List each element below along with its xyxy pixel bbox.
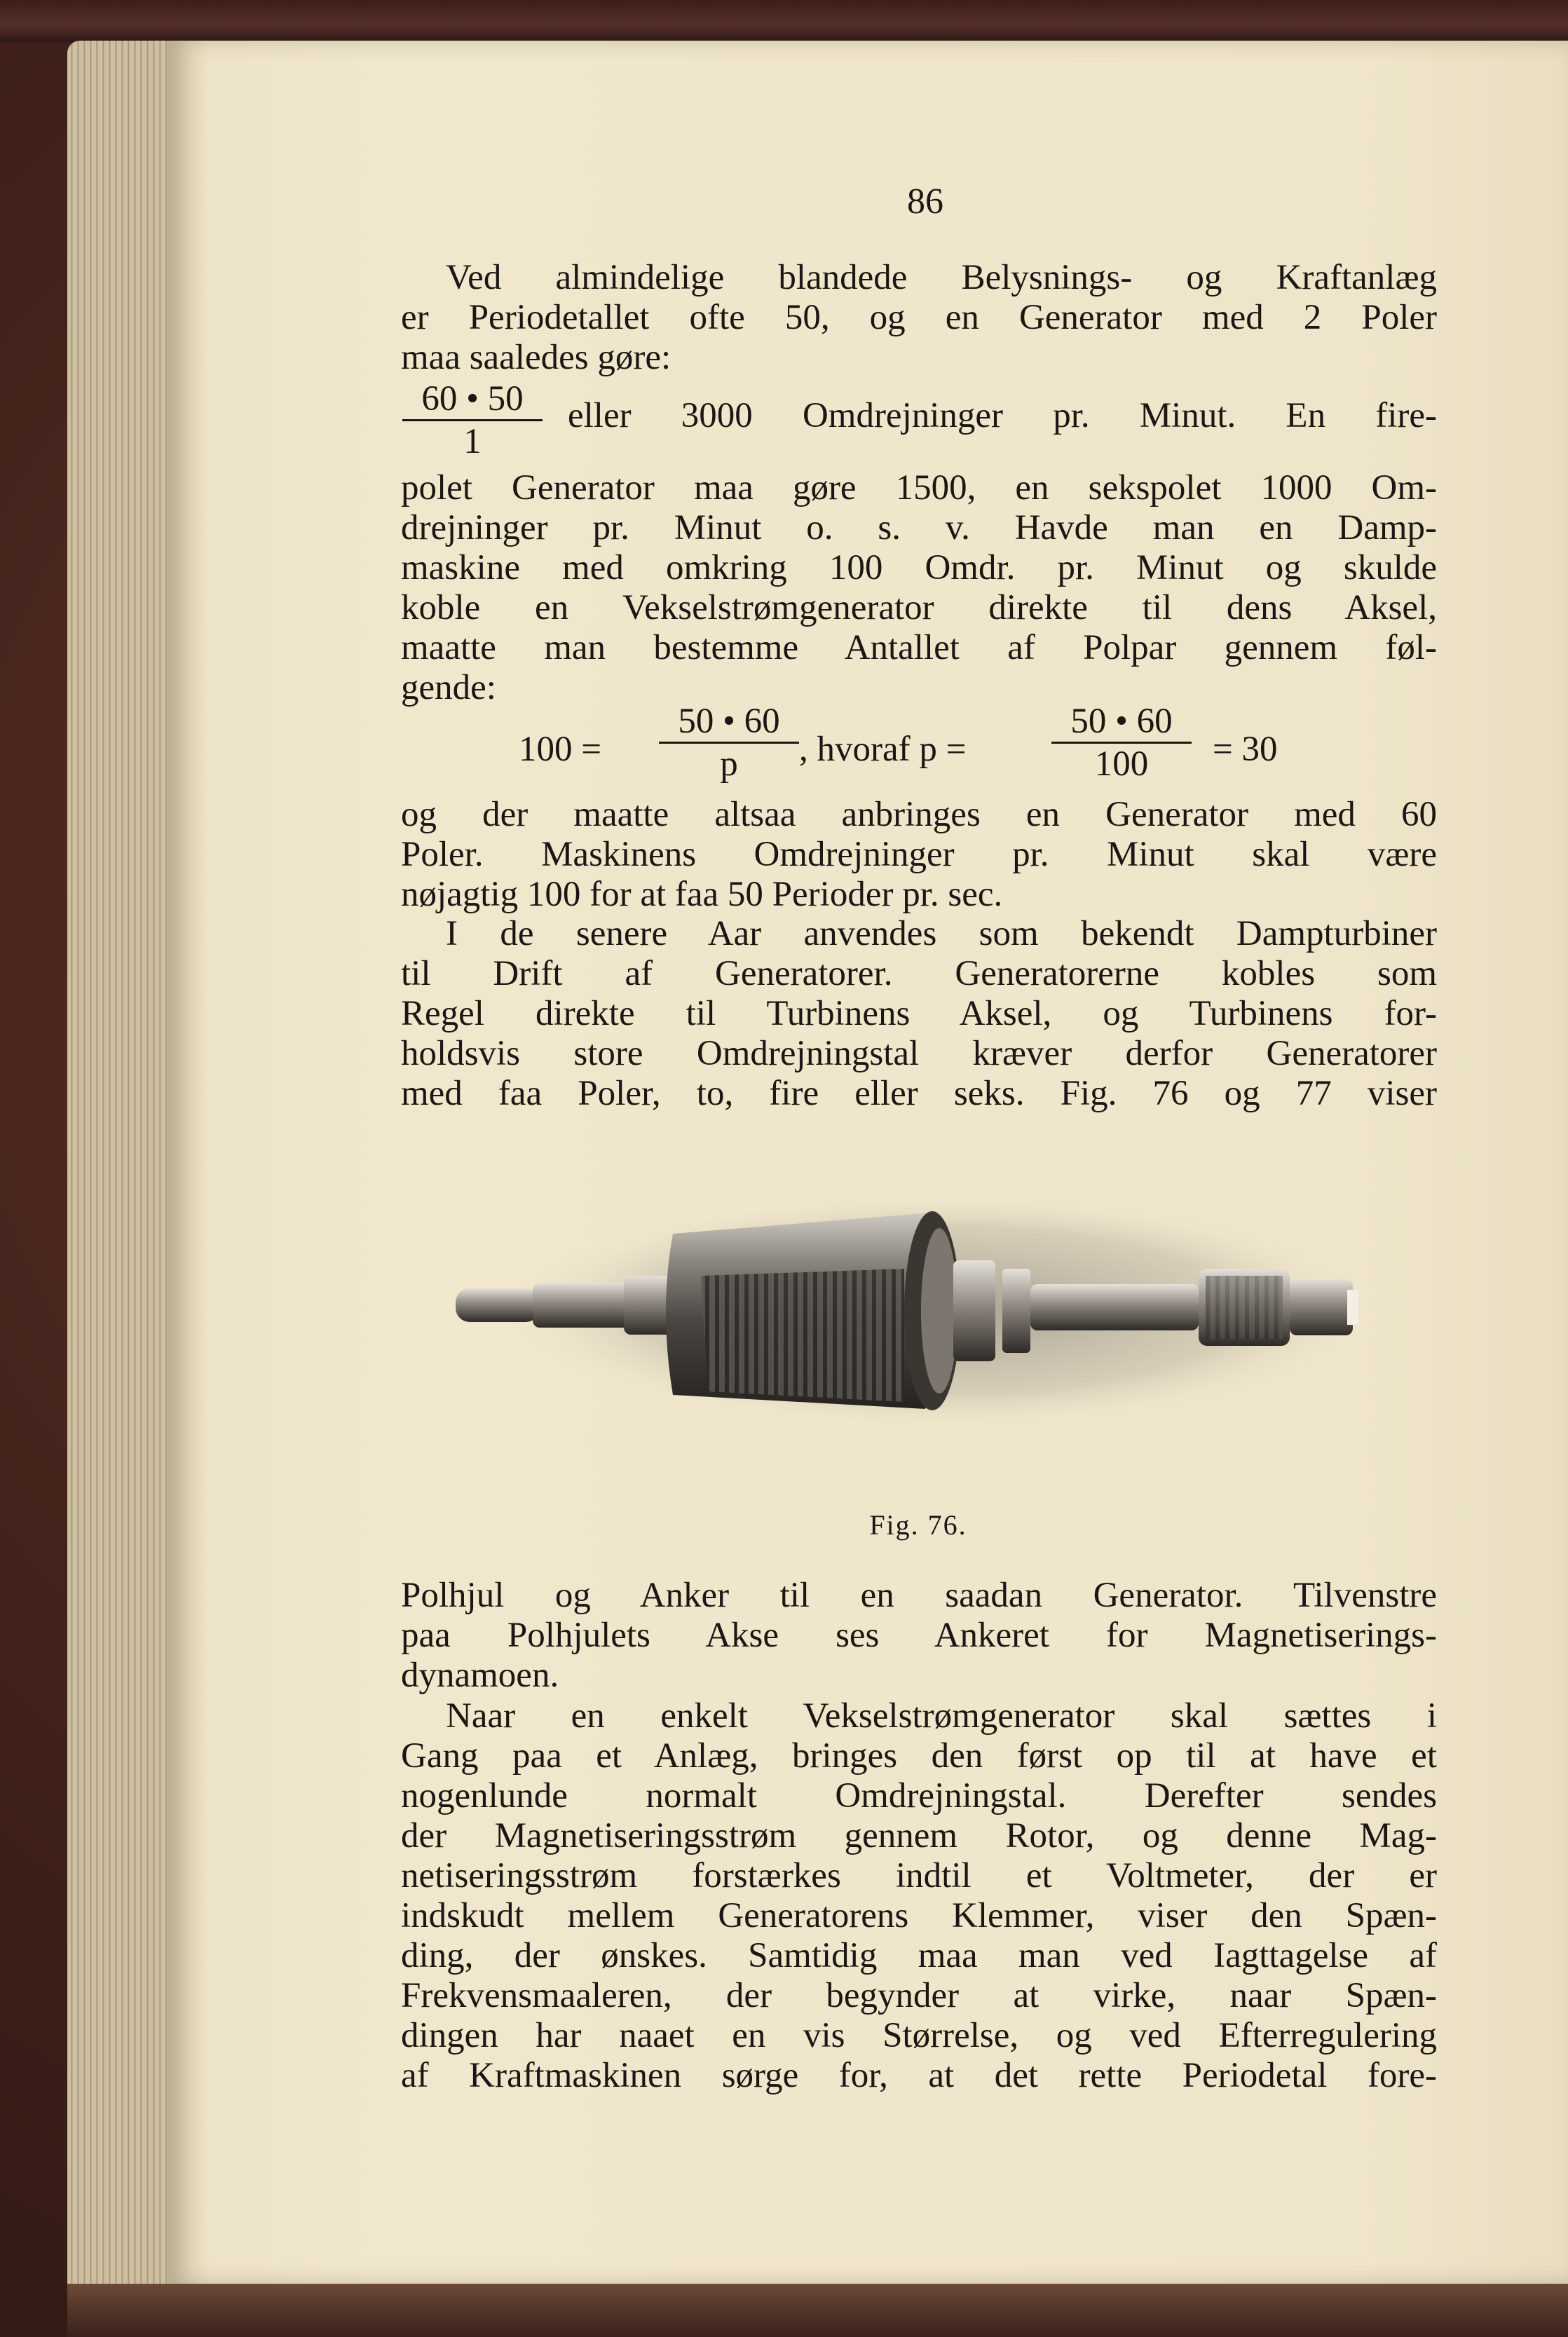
paragraph-1	[401, 258, 1437, 378]
text-line: nøjagtig 100 for at faa 50 Perioder pr. sec.	[401, 875, 1003, 914]
text-line: til Drift af Generatorer. Generatorerne kobles som	[401, 954, 1437, 993]
text-line: af Kraftmaskinen sørge for, at det rette Periodetal fore-	[401, 2056, 1437, 2095]
text-line: Ved almindelige blandede Belysnings- og Kraftanlæg	[446, 258, 1437, 297]
text-line: netiseringsstrøm forstærkes indtil et Voltmeter, der er	[401, 1856, 1437, 1895]
text-line: Naar en enkelt Vekselstrømgenerator skal sættes i	[446, 1696, 1437, 1736]
rotor-drum	[666, 1211, 960, 1410]
text-line: I de senere Aar anvendes som bekendt Dampturbiner	[446, 914, 1437, 953]
paragraph-4	[401, 914, 1437, 1114]
fraction-50x60-over-p	[659, 701, 799, 784]
figure-caption: Fig. 76.	[869, 1509, 967, 1541]
text-line: koble en Vekselstrømgenerator direkte til dens Aksel,	[401, 588, 1437, 627]
formula-trailing-text: eller 3000 Omdrejninger pr. Minut. En fire-	[568, 396, 1437, 435]
page-stack-edge	[67, 41, 179, 2305]
paragraph-6	[401, 1696, 1437, 2096]
fraction-60x50-over-1	[402, 379, 543, 462]
fraction-numerator: 60 • 50	[402, 379, 543, 421]
text-line: drejninger pr. Minut o. s. v. Havde man en Damp-	[401, 508, 1437, 547]
page-number: 86	[907, 182, 943, 222]
rotor-left-shaft	[456, 1276, 687, 1335]
rotor-illustration	[449, 1178, 1388, 1444]
text-line: der Magnetiseringsstrøm gennem Rotor, og denne Mag-	[401, 1816, 1437, 1855]
text-line: holdsvis store Omdrejningstal kræver derfor Generatorer	[401, 1034, 1437, 1073]
fraction-denominator: p	[720, 744, 738, 784]
formula-middle: , hvoraf p =	[799, 730, 967, 769]
text-line: Regel direkte til Turbinens Aksel, og Turbinens for-	[401, 994, 1437, 1033]
formula-pole-pairs	[519, 701, 1332, 799]
text-line: Poler. Maskinens Omdrejninger pr. Minut skal være	[401, 835, 1437, 874]
paragraph-5	[401, 1576, 1437, 1696]
formula-rotations	[402, 379, 1438, 463]
text-line: er Periodetallet ofte 50, og en Generator med 2 Poler	[401, 298, 1437, 337]
text-line: paa Polhjulets Akse ses Ankeret for Magnetiserings-	[401, 1616, 1437, 1655]
formula-rhs: = 30	[1213, 730, 1278, 769]
fraction-denominator: 100	[1094, 744, 1149, 784]
fraction-50x60-over-100	[1051, 701, 1192, 784]
fraction-numerator: 50 • 60	[1051, 701, 1192, 744]
text-line: gende:	[401, 668, 496, 707]
text-line: dynamoen.	[401, 1656, 559, 1695]
paragraph-2	[401, 468, 1437, 708]
text-line: med faa Poler, to, fire eller seks. Fig. 76 og 77 viser	[401, 1074, 1437, 1113]
text-line: Polhjul og Anker til en saadan Generator. Tilvenstre	[401, 1576, 1437, 1615]
text-line: maa saaledes gøre:	[401, 338, 671, 377]
book-cover-bottom-edge	[67, 2284, 1568, 2337]
text-line: dingen har naaet en vis Størrelse, og ved Efterregulering	[401, 2016, 1437, 2055]
figure-generator-rotor	[449, 1178, 1388, 1444]
rotor-collector-rings	[953, 1260, 1030, 1361]
book-cover-top-edge	[0, 0, 1568, 42]
text-line: Frekvensmaaleren, der begynder at virke, naar Spæn-	[401, 1976, 1437, 2015]
formula-lhs: 100 =	[519, 730, 602, 769]
text-line: polet Generator maa gøre 1500, en sekspolet 1000 Om-	[401, 468, 1437, 507]
text-line: nogenlunde normalt Omdrejningstal. Derefter sendes	[401, 1776, 1437, 1815]
paragraph-3	[401, 795, 1437, 915]
text-line: indskudt mellem Generatorens Klemmer, viser den Spæn-	[401, 1896, 1437, 1935]
text-line: maatte man bestemme Antallet af Polpar gennem føl-	[401, 628, 1437, 667]
text-line: maskine med omkring 100 Omdr. pr. Minut og skulde	[401, 548, 1437, 587]
text-line: Gang paa et Anlæg, bringes den først op til at have et	[401, 1736, 1437, 1776]
fraction-numerator: 50 • 60	[659, 701, 799, 744]
text-line: og der maatte altsaa anbringes en Generator med 60	[401, 795, 1437, 834]
text-line: ding, der ønskes. Samtidig maa man ved Iagttagelse af	[401, 1936, 1437, 1975]
fraction-denominator: 1	[463, 422, 482, 461]
